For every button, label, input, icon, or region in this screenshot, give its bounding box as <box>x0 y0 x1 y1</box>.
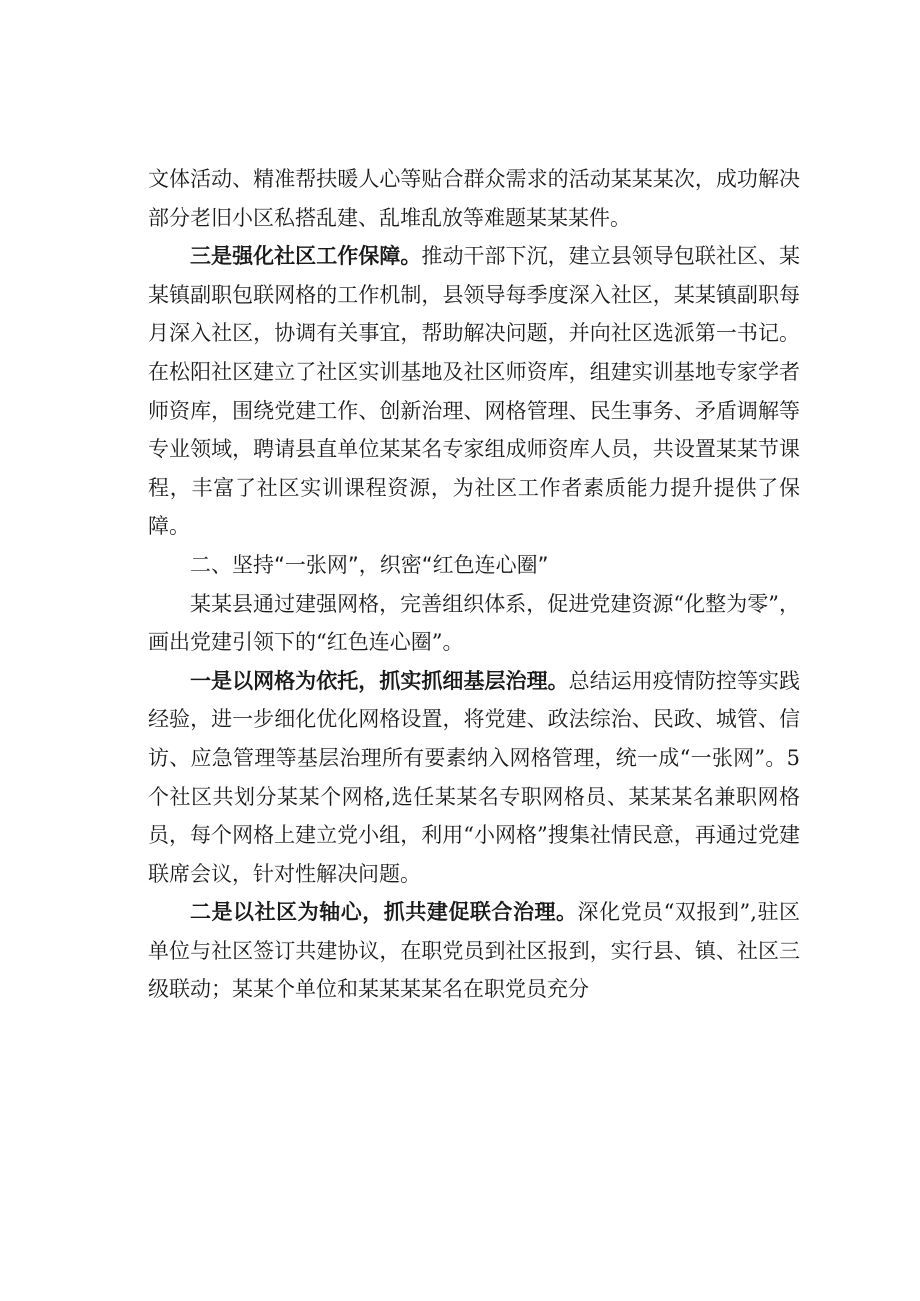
paragraph-text: 某某县通过建强网格，完善组织体系，促进党建资源“化整为零”，画出党建引领下的“红色连心圈”。 <box>148 591 800 655</box>
paragraph-text: 深化党员“双报到”,驻区单位与社区签订共建协议，在职党员到社区报到，实行县、镇、社区三级联动；某某个单位和某某某某名在职党员充分 <box>148 900 800 1002</box>
document-body <box>148 160 800 1009</box>
paragraph-community-axis <box>148 893 800 1009</box>
paragraph-text: 总结运用疫情防控等实践经验，进一步细化优化网格设置，将党建、政法综治、民政、城管、信访、应急管理等基层治理所有要素纳入网格管理，统一成“一张网”。5个社区共划分某某个网格,选任某某名专职网格员、某某某名兼职网格员，每个网格上建立党小组，利用“小网格”搜集社情民意，再通过党建联席会议，针对性解决问题。 <box>148 668 801 886</box>
paragraph-text: 推动干部下沉，建立县领导包联社区、某某镇副职包联网格的工作机制，县领导每季度深入社区，某某镇副职每月深入社区，协调有关事宜，帮助解决问题，并向社区选派第一书记。在松阳社区建立了社区实训基地及社区师资库，组建实训基地专家学者师资库，围绕党建工作、创新治理、网格管理、民生事务、矛盾调解等专业领域，聘请县直单位某某名专家组成师资库人员，共设置某某节课程，丰富了社区实训课程资源，为社区工作者素质能力提升提供了保障。 <box>148 244 801 539</box>
paragraph-lead: 三是强化社区工作保障。 <box>190 244 422 269</box>
section-heading: 二、坚持“一张网”，织密“红色连心圈” <box>190 552 549 577</box>
paragraph-lead: 二是以社区为轴心，抓共建促联合治理。 <box>190 900 578 925</box>
paragraph-lead: 一是以网格为依托，抓实抓细基层治理。 <box>190 668 569 693</box>
paragraph-text: 文体活动、精准帮扶暖人心等贴合群众需求的活动某某某次，成功解决部分老旧小区私搭乱建、乱堆乱放等难题某某某件。 <box>148 167 800 230</box>
paragraph-continued <box>148 160 800 237</box>
paragraph-grid-governance <box>148 662 800 894</box>
paragraph-strengthen-support <box>148 237 800 546</box>
paragraph-intro <box>148 585 800 662</box>
